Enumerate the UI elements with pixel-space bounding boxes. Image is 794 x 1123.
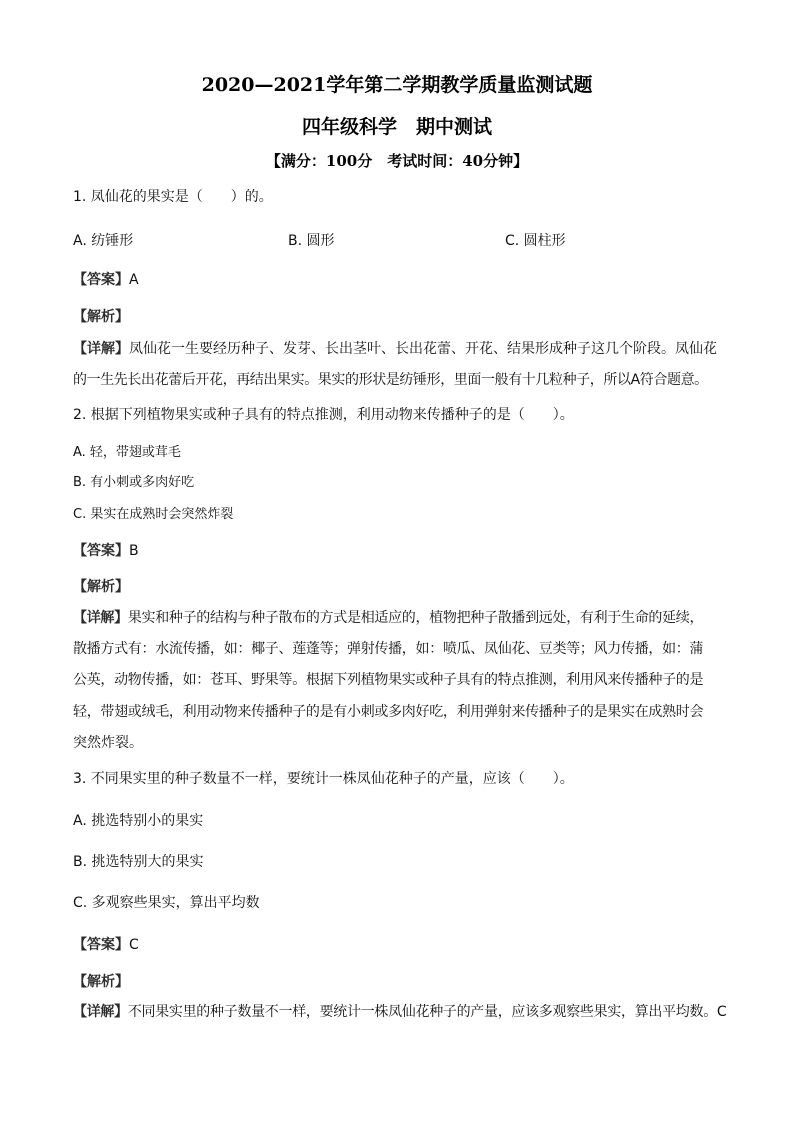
answer-value: C xyxy=(129,937,139,953)
detail-text: 凤仙花一生要经历种子、发芽、长出茎叶、长出花蕾、开花、结果形成种子这几个阶段。凤仙花 xyxy=(129,341,717,357)
exam-title: 2020—2021学年第二学期教学质量监测试题 xyxy=(201,74,593,96)
answer-label: 【答案】 xyxy=(73,272,129,288)
detail-text: 不同果实里的种子数量不一样，要统计一株凤仙花种子的产量，应该多观察些果实，算出平均数。C xyxy=(127,1004,727,1020)
question-2-option-a: A. 轻，带翅或茸毛 xyxy=(73,445,181,460)
question-1-answer xyxy=(73,271,723,289)
question-2-option-c: C. 果实在成熟时会突然炸裂 xyxy=(73,507,234,522)
question-1-analysis-label: 【解析】 xyxy=(73,309,129,325)
question-2-detail-line: 公英，动物传播，如：苍耳、野果等。根据下列植物果实或种子具有的特点推测，利用风来传播种子的是 xyxy=(73,672,704,688)
answer-label: 【答案】 xyxy=(73,543,129,559)
question-3-stem: 3. 不同果实里的种子数量不一样，要统计一株凤仙花种子的产量，应该（ ）。 xyxy=(73,771,574,787)
question-3-option-a: A. 挑选特别小的果实 xyxy=(73,813,204,829)
question-2-detail-line: 散播方式有：水流传播，如：椰子、莲蓬等；弹射传播，如：喷瓜、凤仙花、豆类等；风力传播，如：蒲 xyxy=(73,641,704,657)
question-3-option-b: B. 挑选特别大的果实 xyxy=(73,854,204,870)
question-3-detail-line xyxy=(73,1003,727,1021)
question-1-detail-line xyxy=(73,340,723,358)
question-1-option-b: B. 圆形 xyxy=(288,233,335,249)
question-1-option-c: C. 圆柱形 xyxy=(505,233,566,249)
question-2-detail-line: 突然炸裂。 xyxy=(73,735,143,751)
question-3-option-c: C. 多观察些果实，算出平均数 xyxy=(73,895,260,911)
question-2-option-b: B. 有小刺或多肉好吃 xyxy=(73,475,195,490)
detail-label: 【详解】 xyxy=(73,341,129,357)
question-1-stem: 1. 凤仙花的果实是（ ）的。 xyxy=(73,189,273,205)
question-2-answer xyxy=(73,542,723,560)
question-2-stem: 2. 根据下列植物果实或种子具有的特点推测，利用动物来传播种子的是（ ）。 xyxy=(73,407,574,423)
answer-value: A xyxy=(129,272,139,288)
answer-value: B xyxy=(129,543,139,559)
question-3-answer xyxy=(73,936,723,954)
detail-label: 【详解】 xyxy=(73,610,128,626)
question-3-analysis-label: 【解析】 xyxy=(73,974,129,990)
answer-label: 【答案】 xyxy=(73,937,129,953)
question-2-analysis-label: 【解析】 xyxy=(73,579,129,595)
exam-subtitle: 四年级科学 期中测试 xyxy=(301,116,492,138)
question-2-detail-line xyxy=(73,609,723,627)
question-1-option-a: A. 纺锤形 xyxy=(73,233,134,249)
question-2-detail-line: 轻，带翅或绒毛，利用动物来传播种子的是有小刺或多肉好吃，利用弹射来传播种子的是果实在成熟时会 xyxy=(73,704,704,720)
detail-text: 果实和种子的结构与种子散布的方式是相适应的，植物把种子散播到远处，有利于生命的延续， xyxy=(127,610,704,626)
exam-info: 【满分：100分 考试时间：40分钟】 xyxy=(265,152,529,170)
detail-label: 【详解】 xyxy=(73,1004,128,1020)
question-1-detail-line: 的一生先长出花蕾后开花，再结出果实。果实的形状是纺锤形，里面一般有十几粒种子，所以A符合题意。 xyxy=(73,372,708,388)
